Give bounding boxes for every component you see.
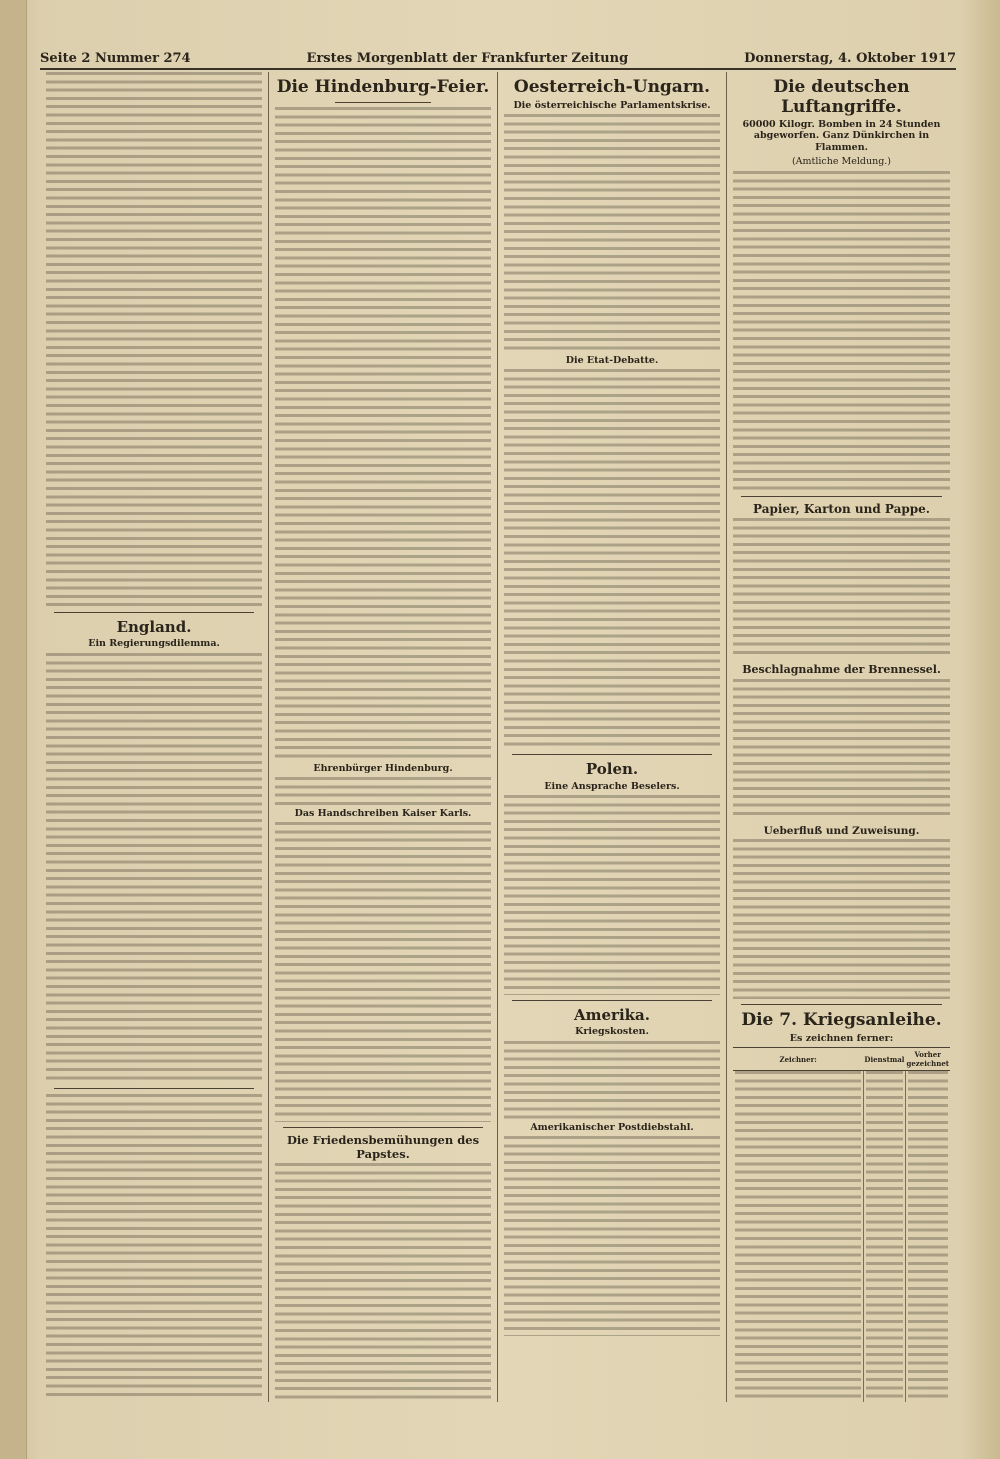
text-block-postdiebstahl bbox=[504, 1136, 720, 1336]
text-block-papier bbox=[733, 518, 950, 658]
text-block-brennessel bbox=[733, 679, 950, 819]
headline-papier: Papier, Karton und Pappe. bbox=[753, 501, 930, 516]
divider bbox=[512, 754, 712, 755]
divider bbox=[283, 1127, 483, 1128]
headline-hindenburg: Die Hindenburg-Feier. bbox=[276, 77, 490, 97]
masthead bbox=[40, 44, 956, 70]
divider bbox=[54, 612, 254, 613]
masthead-page-number: Seite 2 Nummer 274 bbox=[40, 51, 191, 66]
table-row bbox=[733, 1071, 950, 1402]
headline-brennessel: Beschlagnahme der Brennessel. bbox=[742, 663, 941, 677]
subhead-england: Ein Regierungsdilemma. bbox=[88, 638, 220, 650]
table-cell-amounts bbox=[863, 1071, 905, 1402]
divider bbox=[54, 1088, 254, 1089]
text-block-etat bbox=[504, 369, 720, 749]
subhead-handschreiben: Das Handschreiben Kaiser Karls. bbox=[294, 807, 472, 819]
masthead-paper-title: Erstes Morgenblatt der Frankfurter Zeitung bbox=[306, 51, 629, 66]
text-block-luftangriffe bbox=[733, 171, 950, 491]
subhead-bomben: 60000 Kilogr. Bomben in 24 Stunden abgeworfen. Ganz Dünkirchen in Flammen. bbox=[742, 119, 941, 153]
headline-oesterreich: Oesterreich-Ungarn. bbox=[513, 77, 711, 97]
headline-polen: Polen. bbox=[585, 760, 639, 779]
column-4 bbox=[727, 72, 956, 1402]
table-header-zeichner: Zeichner: bbox=[733, 1048, 863, 1071]
subhead-kriegskosten: Kriegskosten. bbox=[575, 1026, 649, 1038]
text-block-papst bbox=[275, 1163, 491, 1402]
divider bbox=[335, 102, 431, 103]
table-cell-previous bbox=[905, 1071, 950, 1402]
table-cell-names bbox=[733, 1071, 863, 1402]
binding-margin bbox=[0, 0, 27, 1459]
subscribers-table bbox=[733, 1047, 950, 1402]
subhead-ehrenbuerger: Ehrenbürger Hindenburg. bbox=[313, 762, 453, 774]
divider bbox=[741, 496, 942, 497]
headline-england: England. bbox=[116, 618, 192, 636]
divider bbox=[741, 1004, 942, 1005]
headline-kriegsanleihe: Die 7. Kriegsanleihe. bbox=[741, 1010, 942, 1031]
text-block-kriegskosten bbox=[504, 1041, 720, 1121]
article-columns bbox=[40, 72, 956, 1402]
headline-ueberfluss: Ueberfluß und Zuweisung. bbox=[763, 825, 920, 838]
text-block-handschreiben bbox=[275, 822, 491, 1122]
column-1 bbox=[40, 72, 269, 1402]
masthead-date: Donnerstag, 4. Oktober 1917 bbox=[744, 51, 956, 66]
column-2 bbox=[269, 72, 498, 1402]
table-header-dienstmal: Dienstmal bbox=[863, 1048, 905, 1071]
subhead-kriegsanleihe: Es zeichnen ferner: bbox=[789, 1032, 894, 1044]
column-3 bbox=[498, 72, 727, 1402]
text-block-opening bbox=[46, 72, 262, 607]
subhead-etat: Die Etat-Debatte. bbox=[565, 354, 659, 366]
subhead-postdiebstahl: Amerikanischer Postdiebstahl. bbox=[530, 1121, 694, 1133]
divider bbox=[512, 1000, 712, 1001]
subhead-parlament: Die österreichische Parlamentskrise. bbox=[513, 99, 711, 111]
subhead-polen: Eine Ansprache Beselers. bbox=[544, 780, 680, 792]
text-block-ueberfluss bbox=[733, 839, 950, 999]
text-block-england bbox=[46, 653, 262, 1083]
headline-luftangriffe: Die deutschen Luftangriffe. bbox=[773, 77, 910, 117]
table-header-vorher: Vorher gezeichnet bbox=[905, 1048, 950, 1071]
headline-papst: Die Friedensbemühungen des Papstes. bbox=[286, 1133, 480, 1161]
text-block-parlament bbox=[504, 114, 720, 354]
headline-amerika: Amerika. bbox=[574, 1005, 650, 1024]
text-block-feuilleton bbox=[46, 1094, 262, 1399]
subhead-meldung: (Amtliche Meldung.) bbox=[791, 156, 892, 168]
text-block-polen bbox=[504, 795, 720, 995]
text-block-ehrenbuerger bbox=[275, 777, 491, 807]
text-block-hindenburg bbox=[275, 107, 491, 762]
